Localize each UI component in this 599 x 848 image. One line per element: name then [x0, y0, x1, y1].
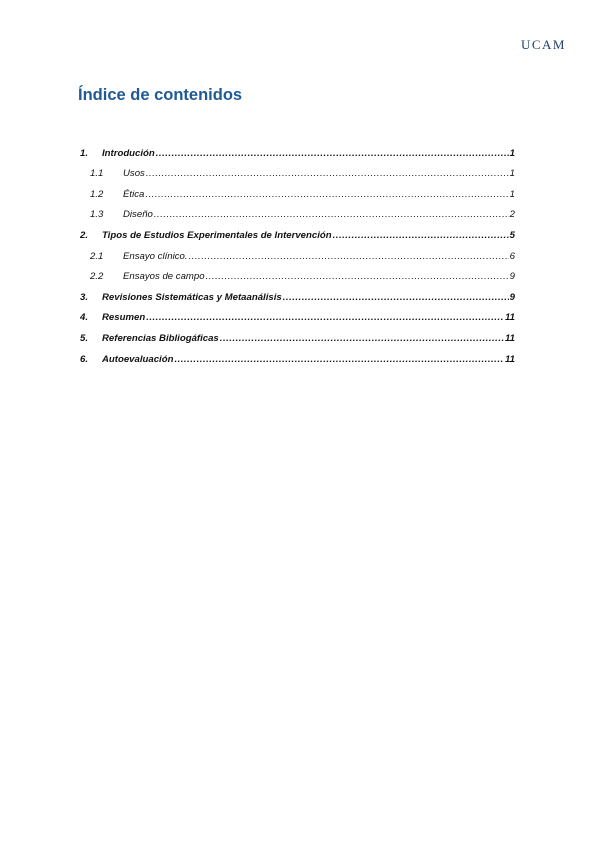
- toc-entry-2[interactable]: [80, 220, 515, 241]
- toc-number: 1.: [80, 147, 89, 159]
- ucam-logo: UCAM: [520, 37, 566, 52]
- toc-entry-2-1[interactable]: [80, 241, 515, 262]
- toc-number: 5.: [80, 332, 89, 344]
- toc-page-number: 9: [509, 271, 515, 283]
- toc-number: 1.3: [90, 209, 104, 221]
- toc-entry-5[interactable]: [80, 323, 515, 344]
- toc-title: Diseño: [123, 209, 153, 221]
- toc-leader: [145, 189, 508, 200]
- toc-title: Referencias Bibliogáficas: [102, 332, 219, 344]
- toc-title: Tipos de Estudios Experimentales de Intervención: [102, 229, 332, 241]
- table-of-contents: [80, 138, 515, 365]
- toc-leader: [156, 148, 509, 159]
- toc-title: Resumen: [102, 312, 146, 324]
- toc-title: Ética: [123, 188, 145, 200]
- toc-page-number: 11: [505, 332, 515, 344]
- toc-title: Introdución: [102, 147, 155, 159]
- toc-entry-1-2[interactable]: [80, 179, 515, 200]
- toc-number: 6.: [80, 353, 89, 365]
- toc-number: 2.2: [90, 271, 104, 283]
- toc-title: Usos: [123, 168, 145, 180]
- toc-leader: [220, 333, 504, 344]
- toc-page-number: 1: [509, 147, 515, 159]
- toc-leader: [283, 292, 509, 303]
- toc-entry-1-3[interactable]: [80, 200, 515, 221]
- toc-leader: [189, 251, 509, 262]
- toc-entry-3[interactable]: [80, 282, 515, 303]
- toc-number: 1.2: [90, 188, 104, 200]
- toc-leader: [174, 354, 504, 365]
- toc-page-number: 1: [509, 168, 515, 180]
- toc-leader: [146, 312, 504, 323]
- toc-title: Revisiones Sistemáticas y Metaanálisis: [102, 291, 282, 303]
- toc-leader: [206, 271, 509, 282]
- toc-number: 2.: [80, 229, 89, 241]
- toc-page-number: 11: [505, 312, 515, 324]
- toc-entry-4[interactable]: [80, 303, 515, 324]
- toc-entry-1[interactable]: [80, 138, 515, 159]
- toc-entry-6[interactable]: [80, 344, 515, 365]
- toc-number: 3.: [80, 291, 89, 303]
- toc-page-number: 11: [505, 353, 515, 365]
- toc-page-number: 6: [509, 250, 515, 262]
- toc-leader: [154, 209, 509, 220]
- toc-page-number: 1: [509, 188, 515, 200]
- page-title: Índice de contenidos: [78, 86, 243, 104]
- toc-entry-1-1[interactable]: [80, 159, 515, 180]
- toc-page-number: 5: [509, 229, 515, 241]
- toc-number: 2.1: [90, 250, 104, 262]
- toc-page-number: 2: [509, 209, 515, 221]
- toc-leader: [333, 230, 509, 241]
- toc-number: 1.1: [90, 168, 104, 180]
- toc-title: Ensayo clínico.: [123, 250, 188, 262]
- toc-number: 4.: [80, 312, 89, 324]
- toc-leader: [146, 168, 509, 179]
- toc-title: Autoevaluación: [102, 353, 174, 365]
- toc-entry-2-2[interactable]: [80, 262, 515, 283]
- toc-title: Ensayos de campo: [123, 271, 205, 283]
- toc-page-number: 9: [509, 291, 515, 303]
